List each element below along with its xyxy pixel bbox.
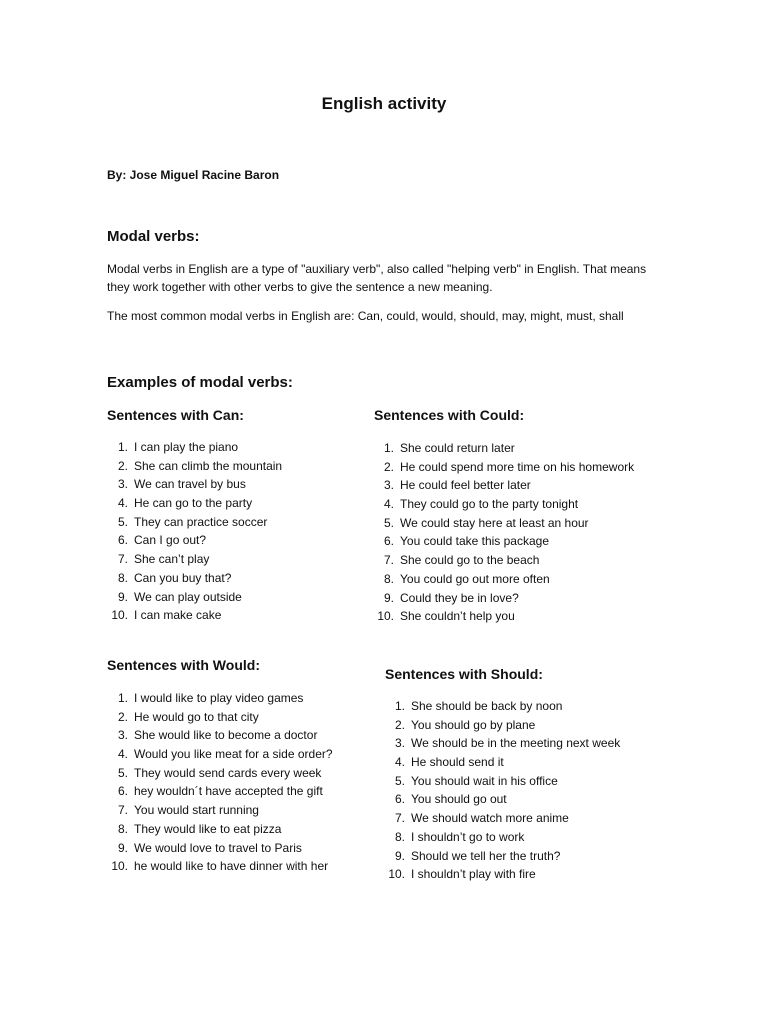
- list-item-number: 7.: [117, 552, 128, 567]
- modal-verbs-heading: Modal verbs:: [107, 228, 200, 245]
- list-item: [381, 790, 681, 809]
- list-item-number: 9.: [117, 840, 128, 855]
- list-item-number: 9.: [117, 589, 128, 604]
- list-item-number: 5.: [117, 514, 128, 529]
- list-item: [104, 569, 364, 588]
- list-item: [381, 772, 681, 791]
- could-section-heading: Sentences with Could:: [374, 407, 525, 423]
- list-item-number: 3.: [383, 478, 394, 493]
- list-item-number: 2.: [383, 459, 394, 474]
- would-section-heading: Sentences with Would:: [107, 657, 260, 673]
- can-sentences-list: [104, 438, 364, 625]
- list-item-text: hey wouldn´t have accepted the gift: [134, 784, 323, 799]
- list-item-text: She should be back by noon: [411, 699, 563, 713]
- list-item-number: 5.: [394, 773, 405, 788]
- list-item-text: Can I go out?: [134, 533, 207, 548]
- list-item-text: You should go by plane: [411, 717, 536, 732]
- list-item-text: Could they be in love?: [400, 590, 519, 605]
- list-item-text: We can play outside: [134, 589, 242, 604]
- list-item: [381, 809, 681, 828]
- list-item: [370, 514, 690, 533]
- list-item-number: 6.: [383, 534, 394, 549]
- list-item-number: 10.: [111, 608, 128, 623]
- would-sentences-list: [104, 689, 374, 876]
- list-item: [370, 551, 690, 570]
- list-item-number: 7.: [383, 553, 394, 568]
- list-item-text: I shouldn’t go to work: [411, 829, 525, 844]
- list-item-number: 3.: [394, 736, 405, 751]
- list-item-text: Would you like meat for a side order?: [134, 747, 333, 762]
- list-item: [104, 513, 364, 532]
- list-item-number: 4.: [117, 747, 128, 762]
- list-item-text: You could go out more often: [400, 571, 550, 586]
- list-item-text: We could stay here at least an hour: [400, 515, 589, 530]
- list-item: [104, 531, 364, 550]
- list-item-number: 4.: [383, 497, 394, 512]
- list-item: [381, 716, 681, 735]
- list-item-number: 4.: [117, 496, 128, 511]
- list-item-text: He could feel better later: [400, 478, 531, 493]
- list-item-text: You could take this package: [400, 534, 549, 549]
- list-item: [104, 689, 374, 708]
- list-item-text: he would like to have dinner with her: [134, 859, 329, 874]
- author-line: By: Jose Miguel Racine Baron: [107, 168, 280, 182]
- list-item: [381, 697, 681, 716]
- page-title: English activity: [321, 94, 447, 113]
- list-item-text: I shouldn’t play with fire: [411, 867, 536, 882]
- list-item-number: 10.: [111, 859, 128, 874]
- list-item-text: He would go to that city: [134, 709, 259, 724]
- list-item-text: He could spend more time on his homework: [400, 459, 635, 474]
- list-item-number: 5.: [117, 765, 128, 780]
- common-modals-paragraph: The most common modal verbs in English are: Can, could, would, should, may, might, must, shall: [107, 309, 624, 323]
- list-item-text: She couldn’t help you: [400, 609, 515, 624]
- list-item-text: We can travel by bus: [134, 477, 246, 492]
- list-item: [104, 457, 364, 476]
- list-item-text: You should go out: [411, 792, 507, 807]
- list-item: [370, 439, 690, 458]
- list-item-number: 3.: [117, 728, 128, 743]
- list-item: [370, 607, 690, 626]
- list-item-number: 8.: [117, 570, 128, 585]
- list-item: [104, 857, 374, 876]
- list-item-text: I would like to play video games: [134, 691, 304, 705]
- list-item-text: He should send it: [411, 755, 504, 770]
- list-item-number: 6.: [117, 784, 128, 799]
- list-item: [370, 458, 690, 477]
- list-item-number: 8.: [383, 571, 394, 586]
- list-item-text: You would start running: [134, 803, 259, 818]
- list-item: [381, 865, 681, 884]
- list-item-number: 8.: [117, 821, 128, 836]
- list-item-text: I can play the piano: [134, 440, 239, 454]
- list-item-text: They can practice soccer: [134, 514, 268, 529]
- modal-verbs-paragraph: Modal verbs in English are a type of "auxiliary verb", also called "helping verb" in English. That means they work together with other verbs to give the sentence a new meaning.: [107, 262, 647, 294]
- list-item-text: We would love to travel to Paris: [134, 840, 302, 855]
- list-item-number: 9.: [394, 848, 405, 863]
- should-sentences-list: [381, 697, 681, 884]
- list-item-text: We should be in the meeting next week: [411, 736, 621, 751]
- list-item-text: We should watch more anime: [411, 811, 569, 826]
- list-item-text: He can go to the party: [134, 496, 253, 511]
- list-item-text: They would send cards every week: [134, 765, 322, 780]
- list-item-number: 1.: [117, 691, 128, 705]
- could-sentences-list: [370, 439, 690, 626]
- list-item-number: 2.: [117, 458, 128, 473]
- list-item: [104, 588, 364, 607]
- list-item-text: She could return later: [400, 441, 515, 455]
- list-item-text: She could go to the beach: [400, 553, 540, 568]
- list-item-number: 7.: [117, 803, 128, 818]
- list-item: [104, 839, 374, 858]
- list-item-text: You should wait in his office: [411, 773, 558, 788]
- should-section-heading: Sentences with Should:: [385, 666, 543, 682]
- list-item-number: 7.: [394, 811, 405, 826]
- list-item-number: 10.: [388, 867, 405, 882]
- list-item-number: 1.: [117, 440, 128, 454]
- list-item-number: 3.: [117, 477, 128, 492]
- list-item-number: 4.: [394, 755, 405, 770]
- list-item: [104, 475, 364, 494]
- list-item: [381, 828, 681, 847]
- list-item: [104, 745, 374, 764]
- list-item: [370, 570, 690, 589]
- list-item-number: 1.: [383, 441, 394, 455]
- list-item-number: 9.: [383, 590, 394, 605]
- list-item: [104, 550, 364, 569]
- list-item-number: 2.: [117, 709, 128, 724]
- list-item: [370, 495, 690, 514]
- list-item: [104, 606, 364, 625]
- list-item-text: Should we tell her the truth?: [411, 848, 561, 863]
- list-item-text: Can you buy that?: [134, 570, 232, 585]
- examples-heading: Examples of modal verbs:: [107, 374, 293, 391]
- list-item: [104, 494, 364, 513]
- list-item-text: They could go to the party tonight: [400, 497, 579, 512]
- list-item: [370, 476, 690, 495]
- list-item: [104, 801, 374, 820]
- list-item: [104, 820, 374, 839]
- list-item: [104, 726, 374, 745]
- list-item-text: They would like to eat pizza: [134, 821, 282, 836]
- list-item-text: She can climb the mountain: [134, 458, 283, 473]
- list-item: [104, 764, 374, 783]
- can-section-heading: Sentences with Can:: [107, 407, 244, 423]
- list-item: [104, 438, 364, 457]
- list-item: [104, 708, 374, 727]
- list-item-number: 6.: [394, 792, 405, 807]
- list-item: [370, 532, 690, 551]
- list-item-number: 1.: [394, 699, 405, 713]
- list-item-number: 10.: [377, 609, 394, 624]
- list-item: [381, 753, 681, 772]
- list-item-text: I can make cake: [134, 608, 222, 623]
- list-item-number: 8.: [394, 829, 405, 844]
- list-item-number: 2.: [394, 717, 405, 732]
- list-item: [104, 782, 374, 801]
- list-item: [381, 847, 681, 866]
- list-item-number: 5.: [383, 515, 394, 530]
- list-item: [370, 589, 690, 608]
- list-item-text: She would like to become a doctor: [134, 728, 318, 743]
- list-item-number: 6.: [117, 533, 128, 548]
- list-item: [381, 734, 681, 753]
- list-item-text: She can’t play: [134, 552, 210, 567]
